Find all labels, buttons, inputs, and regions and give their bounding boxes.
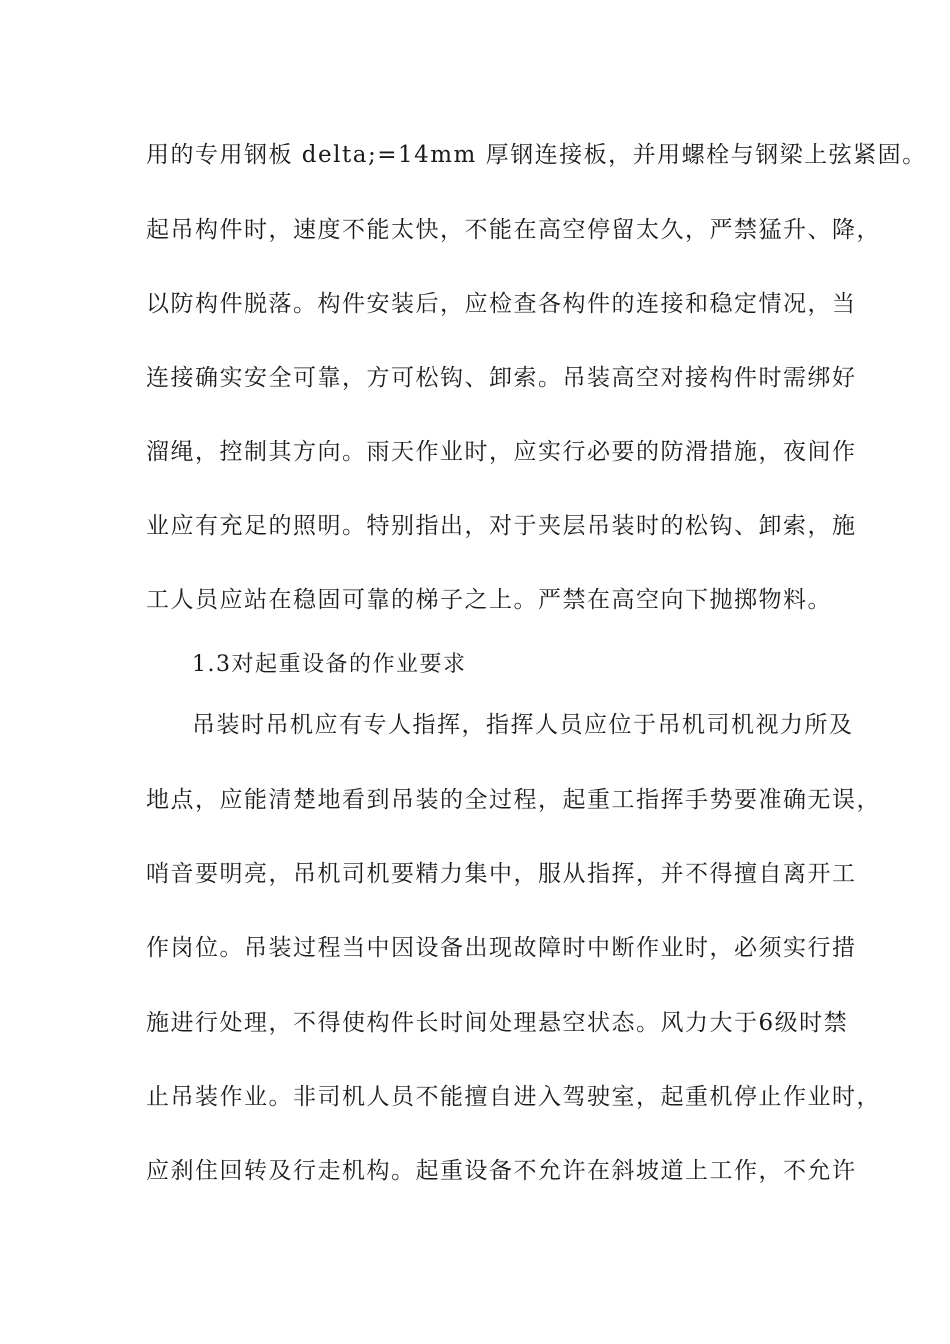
paragraph2-line-2: 地点，应能清楚地看到吊装的全过程，起重工指挥手势要准确无误， (146, 787, 881, 813)
paragraph2-line-3: 哨音要明亮，吊机司机要精力集中，服从指挥，并不得擅自离开工 (146, 861, 857, 887)
paragraph-line-6: 业应有充足的照明。特别指出，对于夹层吊装时的松钩、卸索，施 (146, 513, 857, 539)
paragraph2-line-4: 作岗位。吊装过程当中因设备出现故障时中断作业时，必须实行措 (146, 935, 857, 961)
section-heading: 1.3对起重设备的作业要求 (192, 652, 467, 677)
paragraph2-line-5: 施进行处理，不得使构件长时间处理悬空状态。风力大于6级时禁 (146, 1010, 849, 1036)
paragraph2-line-7: 应刹住回转及行走机构。起重设备不允许在斜坡道上工作，不允许 (146, 1158, 857, 1184)
paragraph-line-2: 起吊构件时，速度不能太快，不能在高空停留太久，严禁猛升、降， (146, 217, 881, 243)
paragraph-line-4: 连接确实安全可靠，方可松钩、卸索。吊装高空对接构件时需绑好 (146, 365, 857, 391)
paragraph2-line-1: 吊装时吊机应有专人指挥，指挥人员应位于吊机司机视力所及 (192, 712, 854, 738)
paragraph-line-7: 工人员应站在稳固可靠的梯子之上。严禁在高空向下抛掷物料。 (146, 587, 832, 613)
paragraph-line-1: 用的专用钢板 delta;=14mm 厚钢连接板，并用螺栓与钢梁上弦紧固。 (146, 142, 927, 168)
paragraph-line-3: 以防构件脱落。构件安装后，应检查各构件的连接和稳定情况，当 (146, 291, 857, 317)
paragraph-line-5: 溜绳，控制其方向。雨天作业时，应实行必要的防滑措施，夜间作 (146, 439, 857, 465)
paragraph2-line-6: 止吊装作业。非司机人员不能擅自进入驾驶室，起重机停止作业时， (146, 1084, 881, 1110)
